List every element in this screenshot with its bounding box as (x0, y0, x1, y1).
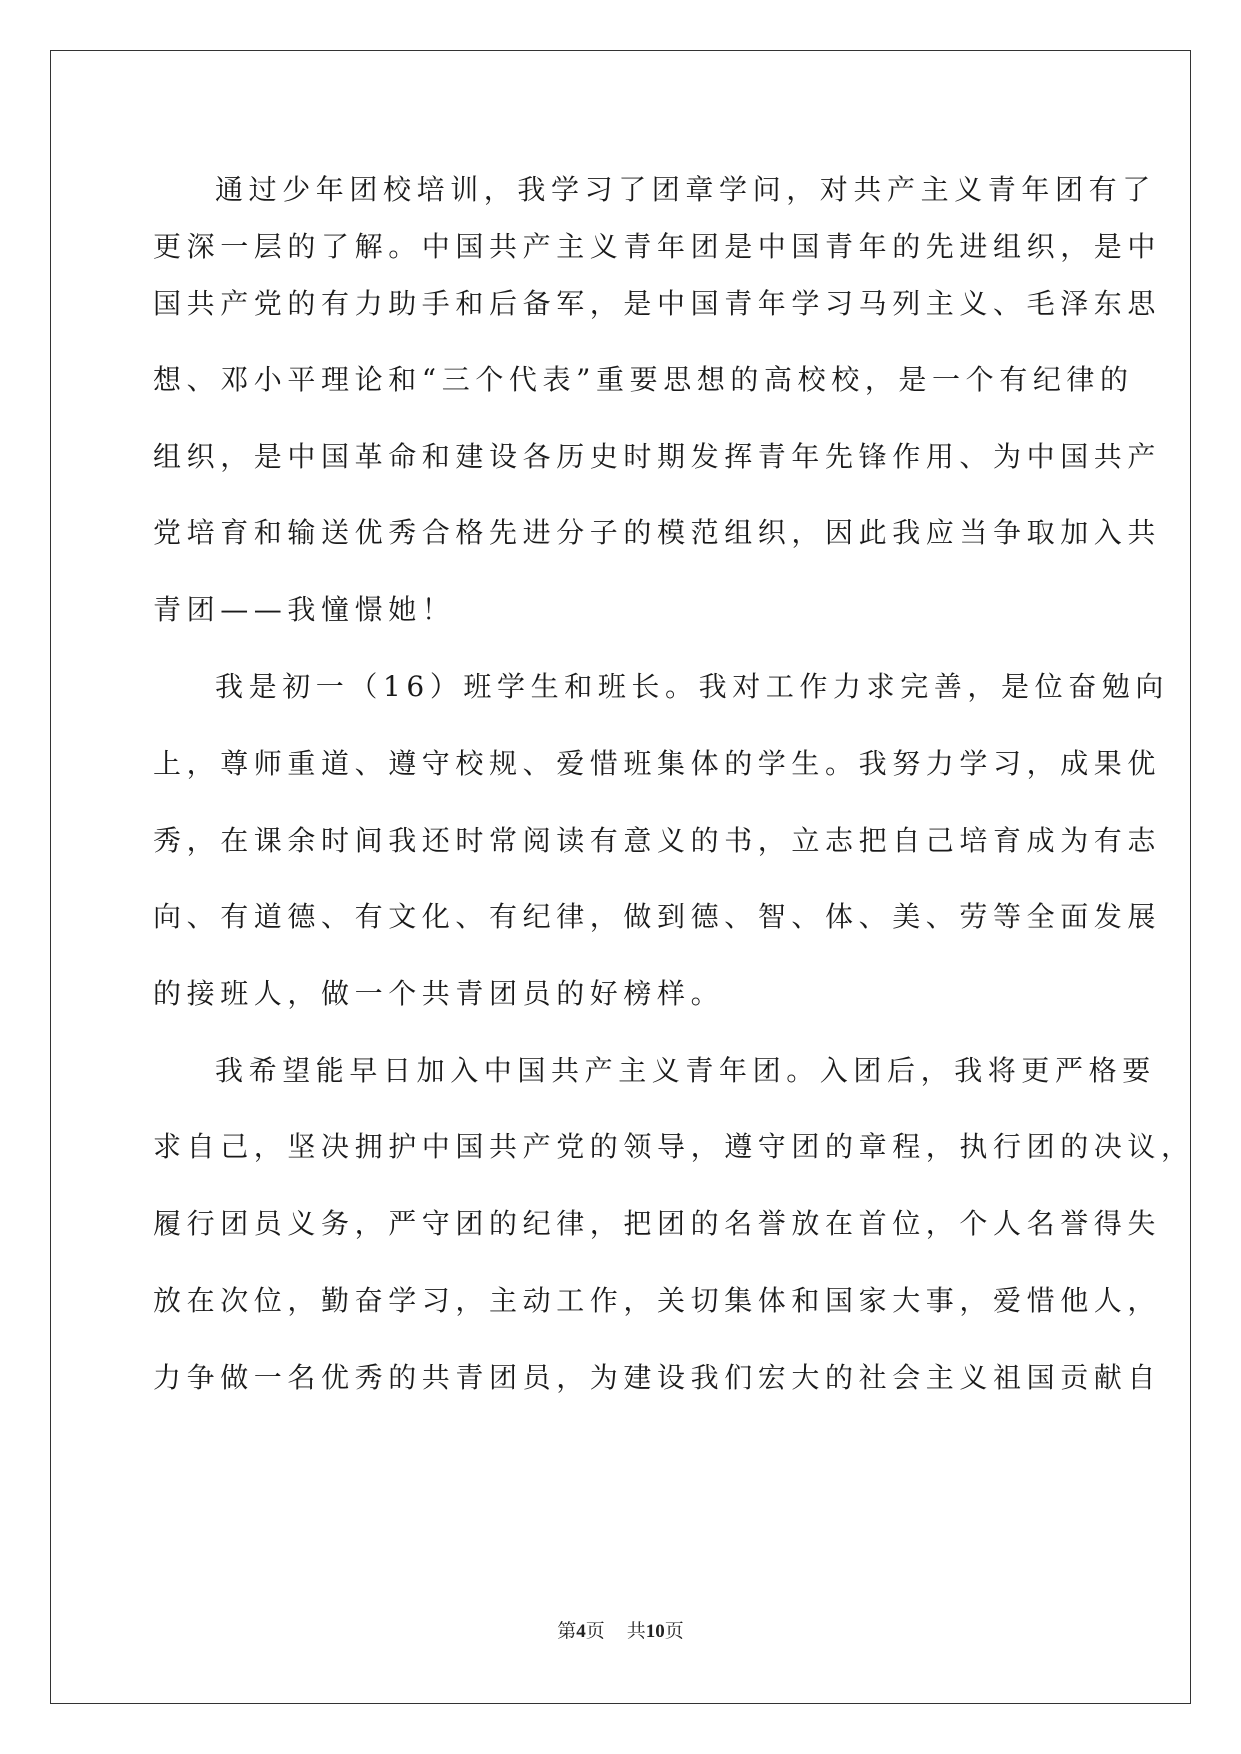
paragraph-2-line-2: 上，尊师重道、遵守校规、爱惜班集体的学生。我努力学习，成果优 (153, 747, 1162, 780)
page-prefix: 第 (557, 1621, 577, 1642)
paragraph-2-line-5: 的接班人，做一个共青团员的好榜样。 (153, 977, 725, 1010)
total-suffix: 页 (664, 1621, 684, 1642)
paragraph-1-line-4: 想、邓小平理论和“三个代表”重要思想的高校校，是一个有纪律的 (153, 363, 1134, 396)
paragraph-1-line-6: 党培育和输送优秀合格先进分子的模范组织，因此我应当争取加入共 (153, 516, 1162, 549)
paragraph-1-line-1: 通过少年团校培训，我学习了团章学问，对共产主义青年团有了 (215, 173, 1156, 206)
page-number: 4 (576, 1621, 586, 1642)
paragraph-3-line-4: 放在次位，勤奋学习，主动工作，关切集体和国家大事，爱惜他人， (153, 1284, 1162, 1317)
page-suffix: 页 (585, 1621, 605, 1642)
total-pages: 10 (645, 1621, 665, 1642)
total-prefix: 共 (626, 1621, 646, 1642)
paragraph-3-line-2: 求自己，坚决拥护中国共产党的领导，遵守团的章程，执行团的决议， (153, 1130, 1195, 1163)
paragraph-2-line-1: 我是初一（16）班学生和班长。我对工作力求完善，是位奋勉向 (215, 670, 1170, 703)
paragraph-2-line-3: 秀，在课余时间我还时常阅读有意义的书，立志把自己培育成为有志 (153, 824, 1162, 857)
paragraph-3-line-5: 力争做一名优秀的共青团员，为建设我们宏大的社会主义祖国贡献自 (153, 1361, 1162, 1394)
paragraph-3-line-3: 履行团员义务，严守团的纪律，把团的名誉放在首位，个人名誉得失 (153, 1207, 1162, 1240)
paragraph-3-line-1: 我希望能早日加入中国共产主义青年团。入团后，我将更严格要 (215, 1054, 1156, 1087)
paragraph-1-line-3: 国共产党的有力助手和后备军，是中国青年学习马列主义、毛泽东思 (153, 287, 1162, 320)
paragraph-1-line-2: 更深一层的了解。中国共产主义青年团是中国青年的先进组织，是中 (153, 230, 1162, 263)
page-footer (0, 1620, 1241, 1644)
paragraph-1-line-5: 组织，是中国革命和建设各历史时期发挥青年先锋作用、为中国共产 (153, 440, 1162, 473)
paragraph-1-line-7: 青团——我憧憬她！ (153, 593, 456, 626)
paragraph-2-line-4: 向、有道德、有文化、有纪律，做到德、智、体、美、劳等全面发展 (153, 900, 1162, 933)
